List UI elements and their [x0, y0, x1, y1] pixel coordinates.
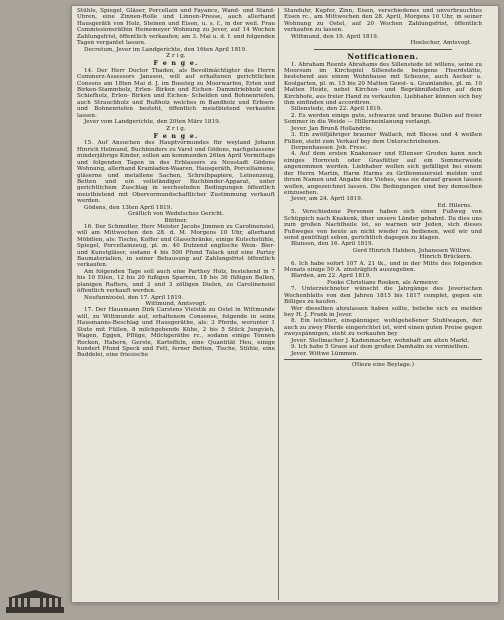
text-paragraph: Wer dieselben abzulassen haben sollte, beliebe sich zu melden bey H. J. Frank in Jever. — [284, 305, 482, 318]
text-paragraph: Wittmund, den 19. April 1819. — [291, 33, 379, 40]
text-paragraph: Z r i g. — [166, 125, 186, 132]
text-paragraph: Büttner. — [164, 217, 188, 224]
text-paragraph: Jever, am 24. April 1819. — [291, 196, 363, 203]
text-paragraph: Gödens, den 13ten April 1819. — [84, 204, 173, 211]
text-paragraph: 17. Der Hausmann Dirk Carstens Vielstik zu Ostel in Wittmunde will, zu Wittmunde auf, erhaltenem Consense, folgende in seine Hausmanns-Beschlag und Hausgeräthe, als: 3 Pferde, worunter 1 Stute mit Füllen, 8 milchgebende Kühe, 2 bis 5 Stück Jungvieh, Wagen, Eggen, Pflüge, Milchgeräthe rc., sodann einige Tonnen Rocken, Habern, Gerste, Kartoffeln, eine Quantität Heu, einige hundert Pfund Speck und Fett, ferner Betten, Tische, Stühle, eine Buddelei, eine friesische — [77, 307, 275, 359]
text-paragraph: Z r i g. — [166, 52, 186, 59]
text-paragraph: Decretum, Jever im Landgerichte, den 16ten April 1819. — [84, 46, 248, 53]
text-paragraph: Neufunnixsiel, den 17. April 1819. — [84, 294, 184, 301]
section-heading: F e n g e. — [153, 59, 199, 68]
text-paragraph: Gerd Hinrich Habben, Johanssen Wittwe. — [352, 247, 472, 254]
text-paragraph: 8. Ein leichter, einspänniger, wohlgeheßener Stuhlwagen, der auch zu zwey Pferde eingerichtet ist, wird einen guten Preise gegen zweyspännigen, steht zu verkaufen bey — [284, 318, 482, 338]
right-column — [284, 8, 482, 368]
text-paragraph: Jever. Stellmacher J. Kadenmacher, wohnhaft am alten Markt. — [291, 337, 470, 344]
horizontal-rule — [284, 359, 482, 360]
column-divider — [278, 8, 279, 600]
text-paragraph: 3. Ein zwölfjähriger brauner Wallach, mit Blesse und 4 weißen Füßen, steht zum Verkauf bey dem Unterschriebenen. — [284, 132, 482, 145]
section-title: Notificationen. — [347, 51, 419, 61]
text-paragraph: 2. Es werden einige gute, schwarze und braune Bullen auf freier Sommer in die Weide — Hillerneinlanung verlangt. — [284, 112, 482, 126]
text-paragraph: Gräflich von Wedelsches Gericht. — [128, 211, 224, 218]
text-paragraph: 6. Ich habe sofort 107 A. 21 tk., und in der Mitte des folgenden Monats einige 50 A. zinsträglich auszugeben. — [284, 260, 482, 274]
text-paragraph: 14. Der Herr Doctor Thaden, als Bevollmächtigter des Herrn Commerz-Assessors Janssen, will auf erhaltenen gerichtlichen Consens am 18ten Mai d. J. im Bussteg zu Moorwarfen, Erlen und Birken-Stammholz, Erlen- Birken und Eichen- Dammtriebholz und Schiefholz, Erlen- Birken und Eichen- Schelden und Bohnenriefen, auch Strauchholz und Rußholz welches in Bandholz und Erbsen- und Bohnenriefen besteht, öffentlich meistbietend verkaufen lassen. — [77, 67, 275, 119]
text-paragraph: Blarden, am 22. April 1819. — [291, 273, 372, 280]
horizontal-rule — [314, 49, 452, 50]
text-paragraph: Hinrich Brückern. — [419, 254, 472, 261]
left-column — [77, 8, 275, 359]
text-paragraph: Jever. Wittwe Lümmen. — [291, 350, 359, 357]
text-paragraph: 1. Abraham Reents Abrahams des Sillenstede ist willens, seine zu Moorsum im Kirchspiel Sillenstede belegene Heerdstätte, bestehend aus einem Wohnhause mit Scheune, auch Aecker u. Koolgarten, pl. m. 15 bis 20 Matten Geest- u. Gramlandes, pl. m. 10 Matten Heide, nebst Kirchen- und Begräbnißstellen auf dem Kirchhofe, aus freier Hand zu verkaufen. Liebhaber können sich bey ihm einfinden und accordiren. — [284, 61, 482, 107]
text-paragraph: 15. Auf Ansuchen des Hauptvormundes für weyland Johann Hinrich Helmund, Buchbinders zu Varel und Gödens, nachgelassene minderjährige Kinder, sollen am kommenden 26ten April Vormittags und folgenden Tagen in des Erblassers zu Neustadt Gödens Wohnung, allerhand Kramladen-Waaren, Hausgeräth, Porcellainene, gläserne und metallene Sachen, Schreibpapiere, Leinenzeug, Betten und ein vollständiger Buchbinder-Apparat, unter gerichtlichem Zuschlag in wechselnden Bedingungen öffentlich meistbietend mit Obervormundschaftlicher Zustimmung verkauft werden. — [77, 140, 275, 205]
text-paragraph: (Hiezu eine Beylage.) — [352, 361, 414, 368]
text-paragraph: Am folgenden Tage soll auch eine Parthey Holz, bestehend in 7 bis 10 Eilen, 12 bis 20 fußigen Sparren, 18 bis 36 füßigen Ballen, planigen Rafters, und 2 und 3 zölligen Dielen, zu Carolinensiel öffentlich verkauft werden. — [77, 268, 275, 295]
text-paragraph: Standuhr, Kupfer, Zinn, Eisen, verschiedenes und unverbrauchtes Eisen rc., am Mittwochen den 28. April, Morgens 10 Uhr, in seiner Wohnung zu Ostel, auf 20 Wochen Zahlungsfrist, öffentlich verkaufen zu lassen. — [284, 8, 482, 34]
text-paragraph: Hoelscher, Amtsvogt. — [410, 40, 472, 47]
text-paragraph: Blunsen, den 16. April 1819. — [291, 241, 374, 248]
newspaper-page — [72, 6, 498, 602]
text-paragraph: 5. Verschiedene Personen haben sich einen Fußweg von Schüppich nach Knakenk, über unsere Länder gebahnt. Da dies uns zum großen Nachtheile ist, so warnen wir Jeden, sich dieses Fußweges von heute an nicht wieder zu bedienen, weil wir und sonst genöthigt sehen, gerichtlich dagegen zu klagen. — [284, 209, 482, 241]
text-paragraph: Dorpenhausen. Joh. Fresc. — [291, 145, 368, 152]
text-paragraph: 7. Unterzeichneter wünscht die Jahrgänge des Jeverischen Wochenblatts von den Jahren 1815 bis 1817 complet, gegen ein Billiges zu kaufen. — [284, 286, 482, 306]
text-paragraph: Jever. Jan Brunß Hollandrie. — [291, 125, 373, 132]
text-paragraph: 9. Ich habe 5 Grase auf dem großen Damhalm zu vermiethen. — [291, 344, 470, 351]
library-stamp-icon — [5, 589, 65, 615]
text-paragraph: Jever vom Landgerichte, den 20ten März 1819. — [84, 119, 221, 126]
text-paragraph: 4. Auf dem ersten Knakenser und Ellenser Groden kann noch einiges Hornvieh oder Grasfütter auf ein Sommerweide angenommen werden. Liebhaber wollen sich gefälligst bei einem der Herrn Martin, Harm Harms zu Grillenmeiersiel melden und ihrem Namen und Angabe des Viehes, was sie darauf grasen lassen wollen, angezeichnet lassen. Die Bedingungen sind bey demselben einzusehen. — [284, 151, 482, 196]
text-paragraph: Ed. Hilerns. — [437, 202, 472, 209]
text-paragraph: Wittmund, Amtsvogt. — [145, 300, 207, 307]
text-paragraph: Sillenstede, den 22. April 1819. — [291, 106, 383, 113]
text-paragraph: Fooke Christians Rooken, als Armenvr. — [327, 279, 439, 286]
text-paragraph: 16. Der Schmidter, Herr Meister Jacobs Jimmen zu Carolinensiel, will am Mittwochen den 28. d. M. Morgens 10 Uhr, allerhand Möbilien, als: Tische, Koffer und Glasschränke, einige Kutschstühle, Spiegel, Porcellainzeug, pl. m. 40 Dutzend englische Wein- Bier- und Kunstgläser, sodann 4 bis 500 Pfund Talack und eine Partey Baumaterialien, in seiner Behausung auf Zahlungsfrist öffentlich verkaufen. — [77, 223, 275, 269]
section-heading: F e n g e. — [153, 132, 199, 141]
text-paragraph: Stühle, Spiegel, Gläser, Porcellain und Fayance, Wand- und Stand-Uhren, eine Zinnen-Rolle und Linnen-Presse, auch allerhand Hausgeräth von Holz, Steinen und Eisen, u. s. f., in der weil. Frau Commissionsräthin Heinemeyer Wohnung zu Jever, auf 14 Wochen Zahlungsfrist, öffentlich verkaufen; am 3. Mai u. d. f. und folgenden Tagen vergantet lassen. — [77, 8, 275, 47]
